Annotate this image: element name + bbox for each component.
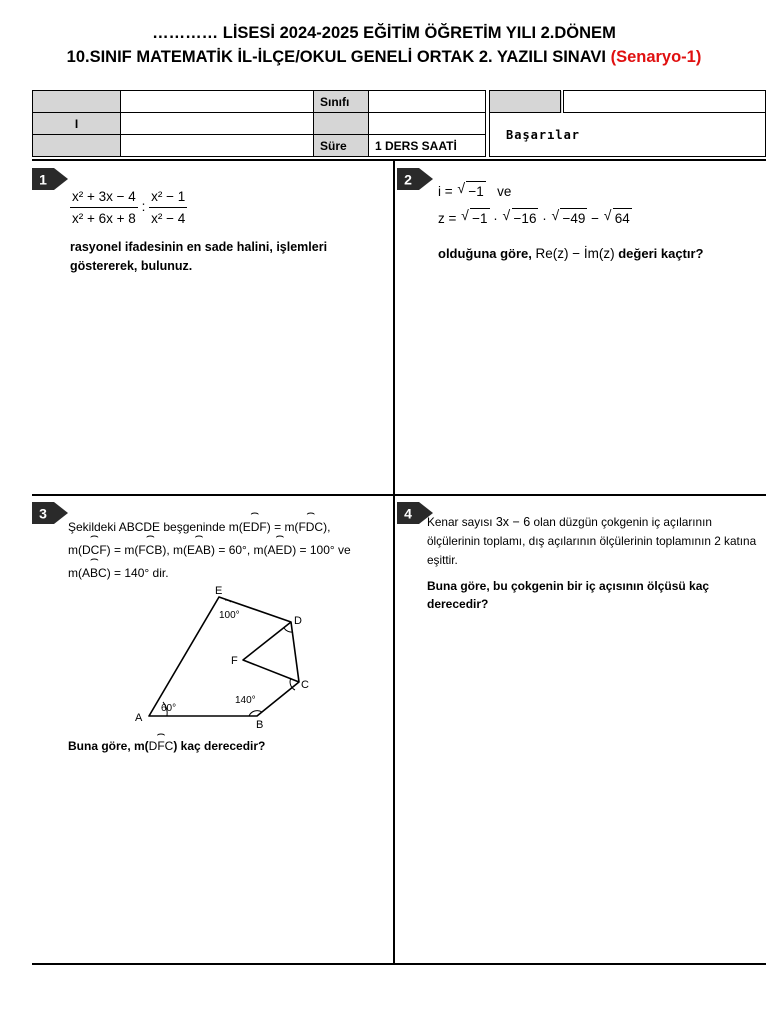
info-cell-value-1[interactable]: [121, 91, 314, 113]
grid-line-center: [393, 160, 395, 964]
scenario-label: (Senaryo-1): [610, 48, 702, 66]
question-2-line-1: i = √ −1 ve: [438, 181, 511, 201]
info-cell-label-4: [33, 135, 121, 157]
vertex-label-b: B: [256, 719, 264, 730]
info-cell-value-4[interactable]: [121, 135, 314, 157]
info-cell-label-1: [33, 91, 121, 113]
fraction-1-numerator: x² + 3x − 4: [70, 187, 138, 208]
duration-value: 1 DERS SAATİ: [369, 135, 486, 157]
exam-title-line-2: [0, 46, 768, 68]
vertex-label-a: A: [135, 712, 143, 724]
grid-line-top: [32, 159, 766, 161]
grid-line-middle: [32, 494, 766, 496]
question-3-text: Şekildeki ABCDE beşgeninde m(⌢ EDF) = m(⌢ FDC), m(⌢ DCF) = m(⌢ FCB), m(⌢ EAB) = 60°, m(⌢ AED) = 100° ve m(⌢ ABC) = 140° dir.: [68, 516, 386, 585]
svg-text:1: 1: [39, 171, 47, 188]
vertex-label-c: C: [301, 679, 309, 691]
question-1-expression: [70, 187, 187, 228]
division-operator: :: [141, 199, 146, 215]
grid-line-bottom: [32, 963, 766, 965]
svg-text:3: 3: [39, 505, 47, 522]
question-1-badge: [30, 166, 70, 192]
fraction-2-denominator: x² − 4: [151, 211, 186, 226]
question-3-badge: [30, 500, 70, 526]
question-1-text: rasyonel ifadesinin en sade halini, işlemleri göstererek, bulunuz.: [70, 240, 328, 273]
vertex-label-d: D: [294, 615, 302, 627]
pentagon-figure: [125, 580, 325, 730]
info-cell-label-2: I: [33, 113, 121, 135]
exam-title-line-1: ………… LİSESİ 2024-2025 EĞİTİM ÖĞRETİM YILI 2.DÖNEM: [152, 24, 616, 42]
info-cell-label-3: [314, 113, 369, 135]
question-2-badge: [395, 166, 435, 192]
question-4-text: Kenar sayısı 3x − 6 olan düzgün çokgenin iç açılarının ölçülerinin toplamı, dış açılarının ölçülerinin toplamının 2 katına eşittir.: [427, 515, 757, 567]
inner-segments-df-fc: [243, 622, 299, 682]
svg-text:2: 2: [404, 171, 412, 188]
class-field[interactable]: [369, 91, 486, 113]
duration-label: Süre: [314, 135, 369, 157]
angle-label-b: 140°: [235, 695, 256, 706]
fraction-1-denominator: x² + 6x + 8: [72, 211, 136, 226]
vertex-label-e: E: [215, 585, 223, 597]
good-luck-note: Başarılar: [490, 113, 766, 157]
vertex-label-f: F: [231, 655, 238, 667]
fraction-2-numerator: x² − 1: [149, 187, 187, 208]
question-4-ask: Buna göre, bu çokgenin bir iç açısının ölçüsü kaç derecedir?: [427, 579, 710, 611]
info-cell-value-2[interactable]: [121, 113, 314, 135]
question-3-ask: Buna göre, m(⌢ DFC) kaç derecedir?: [68, 737, 265, 756]
score-label-cell: [490, 91, 562, 113]
score-field[interactable]: [562, 91, 766, 113]
class-label: Sınıfı: [314, 91, 369, 113]
question-2-text: olduğuna göre, Re(z) − İm(z) değeri kaçtır?: [438, 246, 704, 261]
svg-text:4: 4: [404, 505, 412, 522]
angle-label-a: 60°: [161, 703, 177, 714]
student-info-table: [32, 90, 766, 157]
question-2-line-2: z = √ −1 · √ −16 · √ −49 − √ 64: [438, 208, 632, 228]
info-cell-value-3[interactable]: [369, 113, 486, 135]
exam-title-main: 10.SINIF MATEMATİK İL-İLÇE/OKUL GENELİ ORTAK 2. YAZILI SINAVI: [66, 48, 606, 66]
angle-label-e: 100°: [219, 610, 240, 621]
